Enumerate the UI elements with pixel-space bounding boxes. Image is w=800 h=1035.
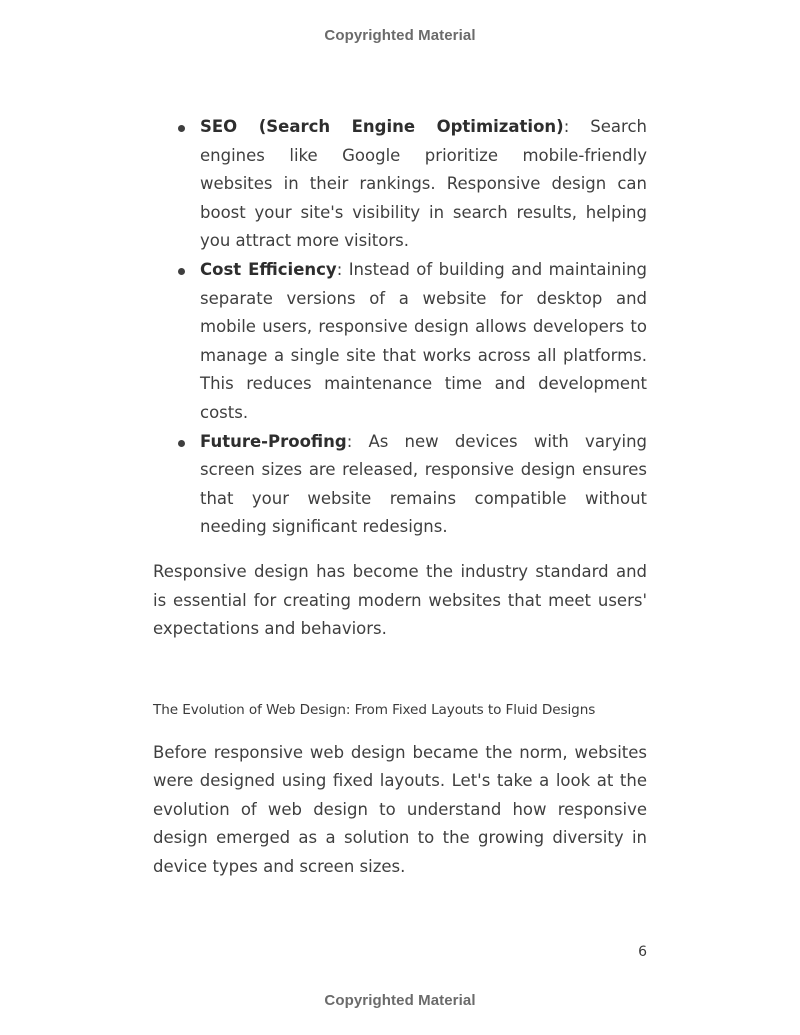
bullet-icon — [178, 125, 185, 132]
page-content — [153, 113, 647, 882]
list-item-term: Future-Proofing — [200, 431, 347, 451]
list-item — [200, 256, 647, 428]
bullet-icon — [178, 268, 185, 275]
page-number: 6 — [638, 944, 647, 960]
benefits-list — [153, 113, 647, 542]
list-item — [200, 428, 647, 542]
list-item-text: : Search engines like Google prioritize mobile-friendly websites in their rankings. Responsive design can boost your site's visibility in search results, helping you attract more visitors. — [200, 117, 647, 251]
list-item-term: Cost Efficiency — [200, 259, 337, 279]
list-item — [200, 113, 647, 256]
copyright-watermark-top: Copyrighted Material — [324, 27, 476, 44]
list-item-text: : Instead of building and maintaining separate versions of a website for desktop and mobile users, responsive design allows developers to manage a single site that works across all platforms. This reduces maintenance time and development costs. — [200, 259, 647, 422]
list-item-text: : As new devices with varying screen sizes are released, responsive design ensures that your website remains compatible without needing significant redesigns. — [200, 431, 647, 537]
summary-paragraph: Responsive design has become the industry standard and is essential for creating modern websites that meet users' expectations and behaviors. — [153, 561, 647, 639]
section-heading: The Evolution of Web Design: From Fixed Layouts to Fluid Designs — [153, 701, 596, 718]
list-item-term: SEO (Search Engine Optimization) — [200, 117, 564, 136]
intro-paragraph: Before responsive web design became the norm, websites were designed using fixed layouts. Let's take a look at the evolution of web design to understand how responsive design emerged as a solution to the growing diversity in device types and screen sizes. — [153, 742, 647, 877]
copyright-watermark-bottom: Copyrighted Material — [324, 992, 476, 1009]
bullet-icon — [178, 440, 185, 447]
